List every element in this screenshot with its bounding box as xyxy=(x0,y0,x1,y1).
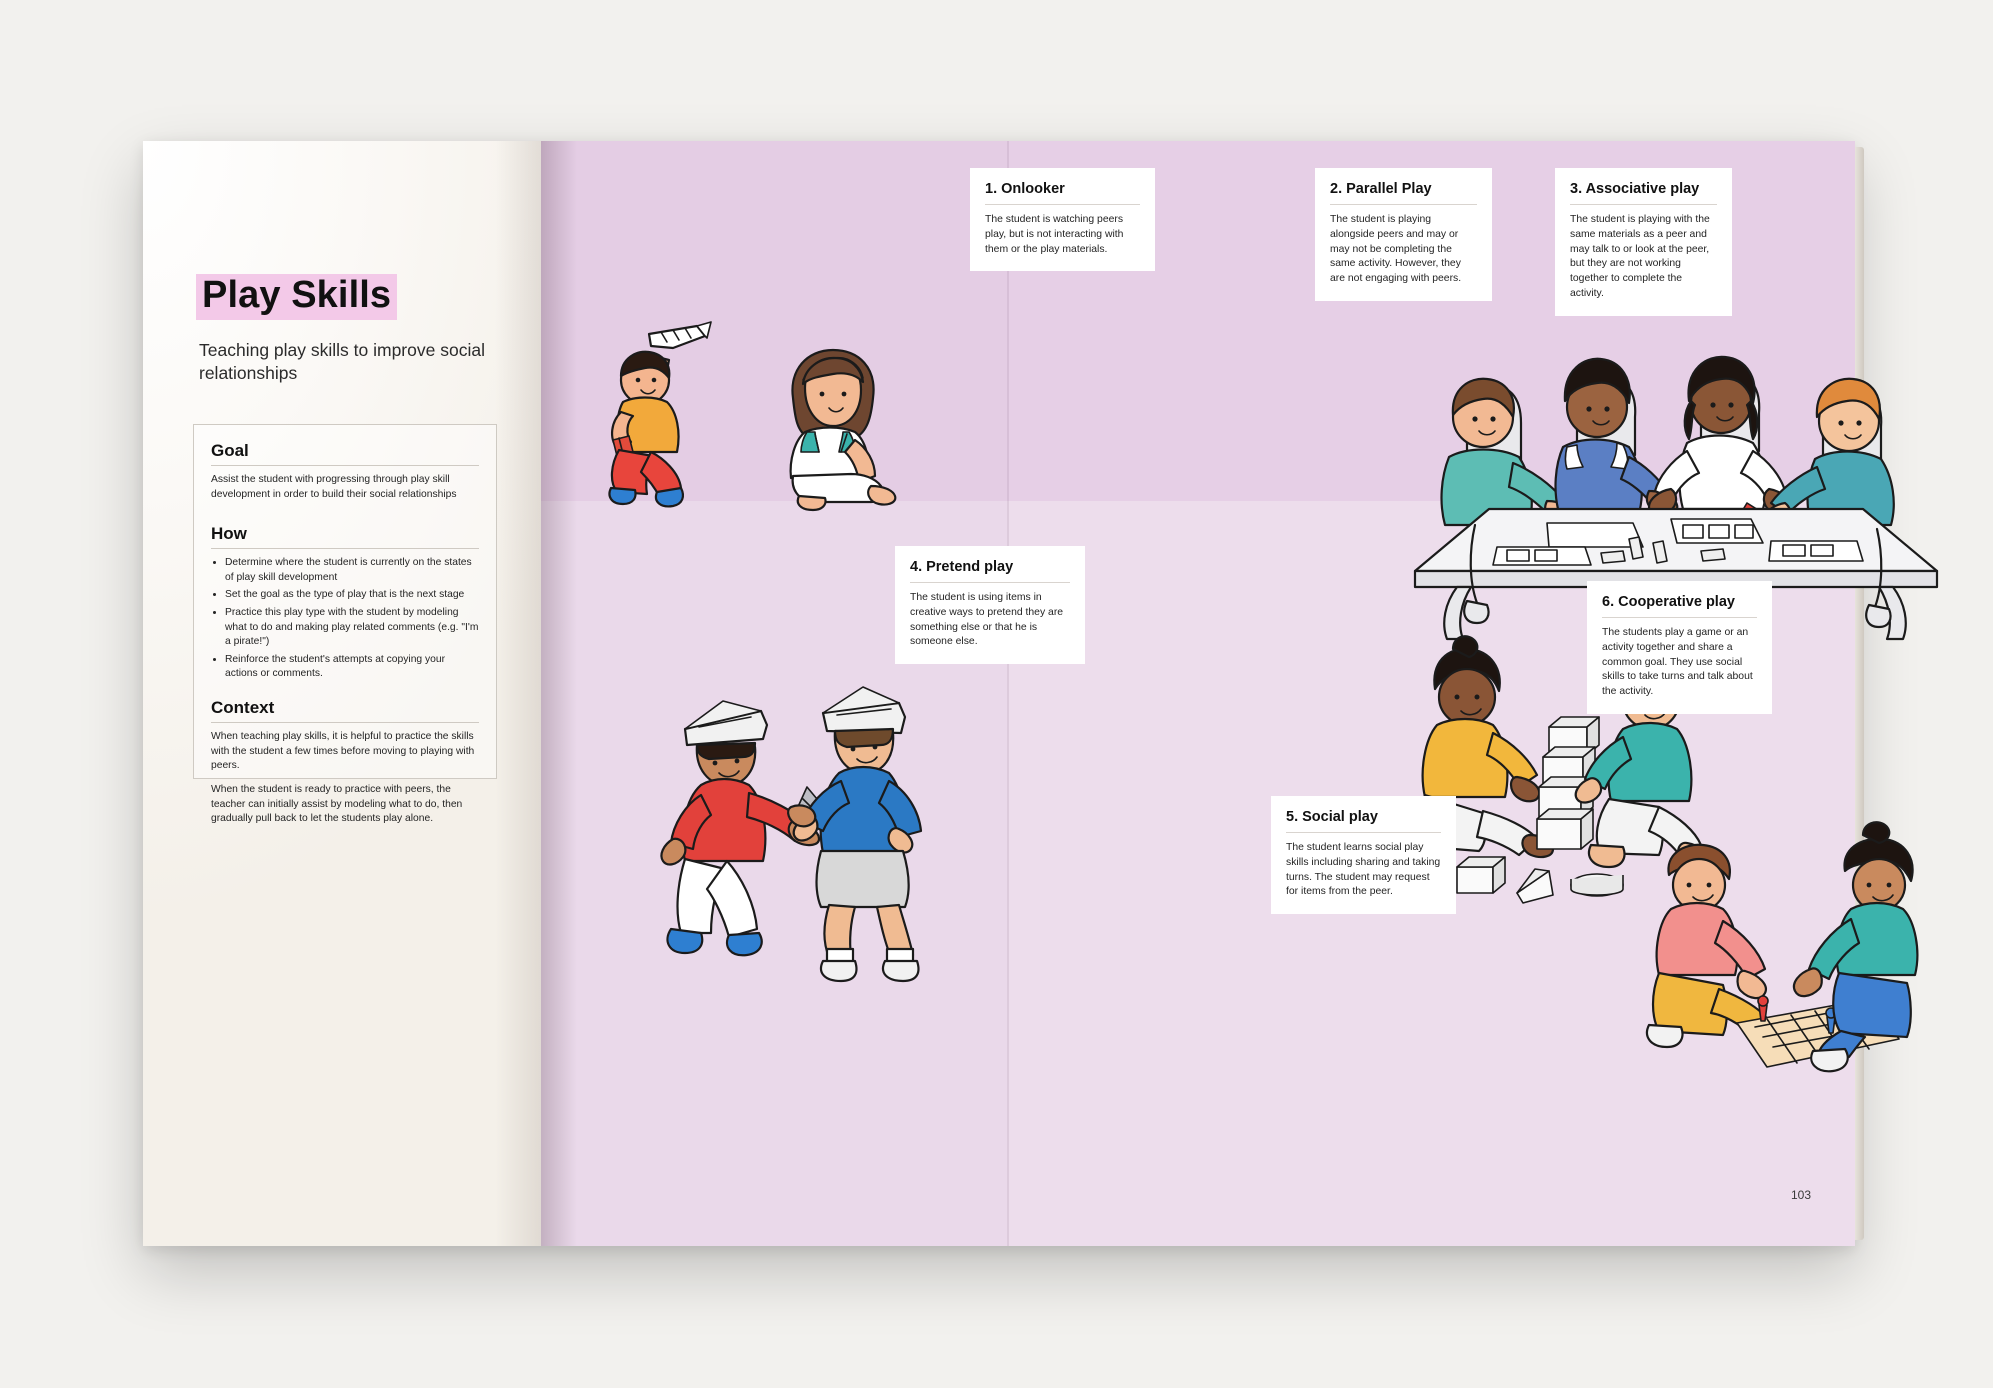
list-item: • Determine where the student is currently on the states of play skill development xyxy=(225,556,479,585)
card-body: The student is playing with the same materials as a peer and may talk to or look at the peer, but they are not working together to complete the activity. xyxy=(1570,214,1710,299)
girl-watching-kneeling-illustration xyxy=(771,336,971,526)
boy-blue-shirt xyxy=(794,687,921,981)
callout-card-onlooker xyxy=(970,168,1155,271)
boy-pink-shirt xyxy=(1647,845,1769,1047)
callout-card-pretend-play xyxy=(895,546,1085,664)
list-item: • Practice this play type with the student by modeling what to do and making play related comments (e.g. "I'm a pirate!") xyxy=(225,606,479,650)
card-divider xyxy=(1602,617,1757,618)
card-divider xyxy=(985,204,1140,205)
card-body: The student is playing alongside peers and may or may not be completing the same activity. However, they are not engaging with peers. xyxy=(1330,214,1462,285)
callout-card-cooperative-play xyxy=(1587,581,1772,714)
spacer xyxy=(211,511,479,524)
card-title: 3. Associative play xyxy=(1570,181,1700,197)
page-title xyxy=(196,274,397,320)
card-body: The students play a game or an activity together and share a common goal. They use social skills to take turns and talk about the activity. xyxy=(1602,627,1753,698)
card-body: The student is using items in creative ways to pretend they are something else or that he is someone else. xyxy=(910,592,1064,648)
toy-plane-icon xyxy=(649,322,711,348)
how-list xyxy=(211,556,479,682)
card-title: 2. Parallel Play xyxy=(1330,181,1432,197)
context-heading: Context xyxy=(211,698,275,718)
spacer xyxy=(211,685,479,698)
callout-card-parallel-play xyxy=(1315,168,1492,301)
card-divider xyxy=(1330,204,1477,205)
card-body: The student is watching peers play, but is not interacting with them or the play materials. xyxy=(985,214,1124,255)
card-body: The student learns social play skills including sharing and taking turns. The student may request for items from the peer. xyxy=(1286,842,1441,898)
context-paragraph: When teaching play skills, it is helpful to practice the skills with the student a few times before moving to playing with peers. xyxy=(211,731,475,772)
context-paragraph: When the student is ready to practice with peers, the teacher can initially assist by modeling what to do, then gradually pull back to let the students play alone. xyxy=(211,783,463,825)
book-spread xyxy=(143,141,1855,1246)
right-pages xyxy=(541,141,1855,1246)
card-divider xyxy=(910,582,1070,583)
title-text: Play Skills xyxy=(202,274,392,316)
card-divider xyxy=(1286,832,1441,833)
list-item: • Set the goal as the type of play that is the next stage xyxy=(225,588,479,603)
context-divider xyxy=(211,722,479,723)
goal-text: Assist the student with progressing through play skill development in order to build their social relationships xyxy=(211,474,457,500)
page-subtitle: Teaching play skills to improve social relationships xyxy=(199,340,485,384)
two-boys-pirate-pretend-play-illustration xyxy=(651,661,971,981)
card-title: 4. Pretend play xyxy=(910,559,1014,575)
page-number: 103 xyxy=(1790,1188,1811,1202)
card-title: 5. Social play xyxy=(1286,809,1378,825)
goal-heading: Goal xyxy=(211,441,249,460)
child-third xyxy=(1649,357,1791,513)
goal-divider xyxy=(211,465,479,466)
title-highlight xyxy=(196,274,397,320)
callout-card-associative-play xyxy=(1555,168,1732,316)
info-box xyxy=(193,424,497,825)
card-title: 1. Onlooker xyxy=(985,181,1065,197)
callout-card-social-play xyxy=(1271,796,1456,914)
how-heading: How xyxy=(211,524,247,544)
left-page xyxy=(143,141,541,1246)
how-divider xyxy=(211,548,479,549)
card-title: 6. Cooperative play xyxy=(1602,594,1735,610)
two-children-playing-board-game-illustration xyxy=(1631,841,1961,1101)
list-item: • Reinforce the student's attempts at copying your actions or comments. xyxy=(225,653,479,682)
card-divider xyxy=(1570,204,1717,205)
page-split-line xyxy=(1007,141,1009,1246)
